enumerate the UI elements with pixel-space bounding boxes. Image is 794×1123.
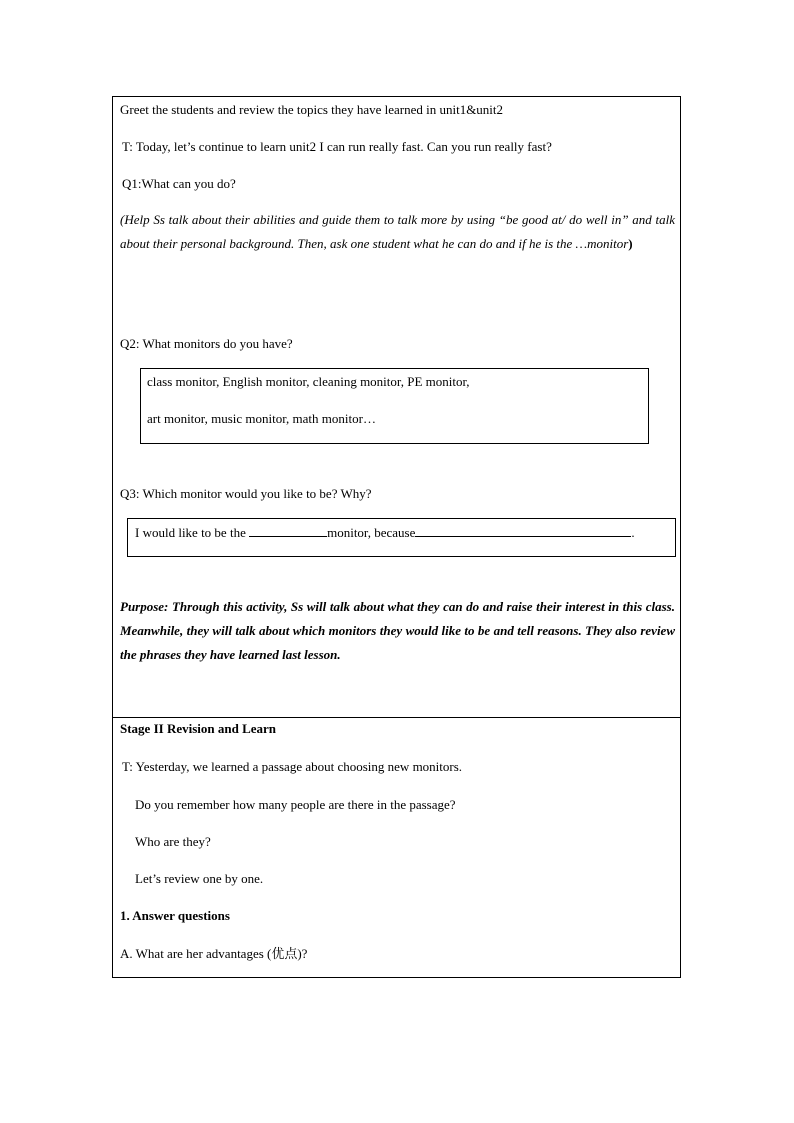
help-note-close: ) (628, 236, 633, 251)
question-3: Q3: Which monitor would you like to be? Why? (120, 486, 372, 501)
section-divider (113, 717, 680, 718)
sentence-mid: monitor, because (327, 525, 416, 540)
teacher-revision-text: T: Yesterday, we learned a passage about choosing new monitors. (122, 759, 463, 774)
question-2: Q2: What monitors do you have? (120, 336, 293, 351)
lesson-plan-table (112, 96, 681, 978)
help-note-text: (Help Ss talk about their abilities and guide them to talk more by using “be good at/ do well in” and talk about their personal background. Then, ask one student what he can do and if he is the …monitor (120, 212, 675, 251)
reason-blank (415, 525, 631, 537)
question-count: Do you remember how many people are there in the passage? (135, 797, 456, 812)
purpose-text: Purpose: Through this activity, Ss will talk about what they can do and raise their interest in this class. Meanwhile, they will talk about which monitors they would like to be and tell reasons. They also review the phrases they have learned last lesson. (120, 599, 675, 662)
monitors-row-2: art monitor, music monitor, math monitor… (147, 411, 376, 426)
monitor-blank (249, 525, 327, 537)
question-1: Q1:What can you do? (122, 176, 236, 191)
review-line: Let’s review one by one. (135, 871, 264, 886)
answer-sentence (135, 525, 635, 541)
answer-sentence-box (127, 518, 676, 557)
help-note (120, 208, 675, 256)
greet-text: Greet the students and review the topics they have learned in unit1&unit2 (120, 102, 504, 117)
question-a: A. What are her advantages (优点)? (120, 946, 308, 961)
stage-title: Stage II Revision and Learn (120, 721, 277, 736)
monitors-box (140, 368, 649, 444)
answer-questions-heading: 1. Answer questions (120, 908, 230, 923)
teacher-intro-text: T: Today, let’s continue to learn unit2 I can run really fast. Can you run really fast? (122, 139, 552, 154)
sentence-start: I would like to be the (135, 525, 250, 540)
sentence-end: . (631, 525, 635, 540)
monitors-row-1: class monitor, English monitor, cleaning monitor, PE monitor, (147, 374, 470, 389)
question-who: Who are they? (135, 834, 211, 849)
